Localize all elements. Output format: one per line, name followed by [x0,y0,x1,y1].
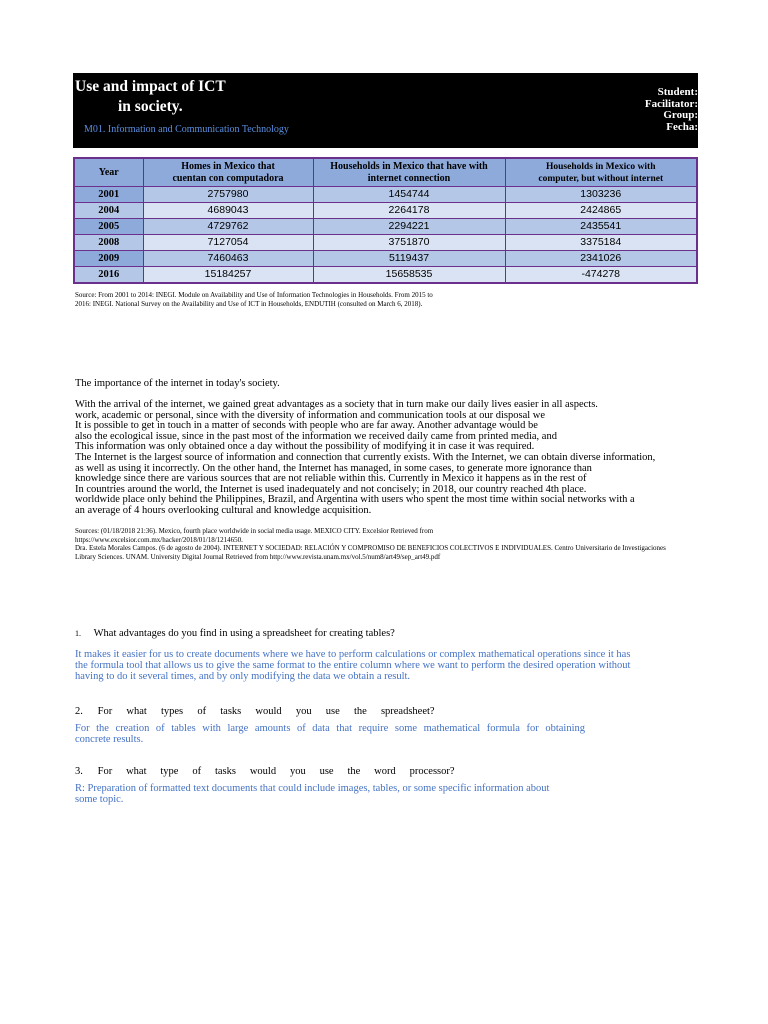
student-label: Student: [657,86,698,98]
cell-no-internet: 2424865 [505,203,697,219]
header-homes-computer: Homes in Mexico that cuentan con computadora [143,158,313,187]
cell-year: 2005 [74,219,143,235]
group-label: Group: [663,109,698,121]
table-row [74,251,697,267]
question-2 [75,706,435,717]
date-label: Fecha: [666,120,698,133]
cell-no-internet: 2341026 [505,251,697,267]
cell-computer: 2757980 [143,187,313,203]
document-title-line1: Use and impact of ICT [75,78,226,95]
cell-no-internet: -474278 [505,267,697,284]
essay-body: With the arrival of the internet, we gained great advantages as a society that in turn make our daily lives easier in all aspects. work, academic or personal, since with the diversity of information and communication tools at our disposal we It is possible to get in touch in a matter of seconds with people who are far away. Another advantage would be also the ecological issue, since in the past most of the information we received daily came from printed media, and This information was only obtained once a day without the possibility of modifying it in case it was required. The Internet is the largest source of information and connection that currently exists. With the Internet, we can obtain diverse information, as well as using it incorrectly. On the other hand, the Internet has managed, in some cases, to generate more ignorance than knowledge since there are various sources that are not reliable within this. Currently in Mexico it happens as in the rest of In countries around the world, the Internet is used inadequately and not concisely; in 2018, our country reached 4th place. worldwide place only behind the Philippines, Brazil, and Argentina with users who spent the most time within social networks with a an average of 4 hours overlooking cultural and knowledge acquisition. [75,399,656,516]
cell-computer: 7460463 [143,251,313,267]
essay-sources-note: Sources: (01/18/2018 21:36). Mexico, fourth place worldwide in social media usage. MEXICO CITY. Excelsior Retrieved from https://www.excelsior.com.mx/hacker/2018/01/18/1214650. Dra. Estela Morales Campos. (6 de agosto de 2004). INTERNET Y SOCIEDAD: RELACIÓN Y COMPROMISO DE BENEFICIOS COLECTIVOS E INDIVIDUALES. Centro Universitario de Investigaciones Library Sciences. UNAM. University Digital Journal Retrieved from http://www.revista.unam.mx/vol.5/num8/art49/sep_art49.pdf [75,527,666,561]
question-text: For what type of tasks would you use the word processor? [97,766,455,777]
cell-computer: 7127054 [143,235,313,251]
cell-no-internet: 1303236 [505,187,697,203]
table-row [74,267,697,284]
cell-internet: 15658535 [313,267,505,284]
answer-2: For the creation of tables with large amounts of data that require some mathematical formula for obtaining concrete results. [75,723,585,745]
student-info-block [645,87,698,133]
table-row [74,235,697,251]
question-number: 2. [75,706,83,717]
table-row [74,219,697,235]
question-text: What advantages do you find in using a spreadsheet for creating tables? [93,628,395,639]
cell-internet: 2264178 [313,203,505,219]
cell-computer: 4689043 [143,203,313,219]
question-3 [75,766,455,777]
module-subtitle: M01. Information and Communication Technology [84,124,289,135]
table-source-note: Source: From 2001 to 2014: INEGI. Module on Availability and Use of Information Technologies in Households. From 2015 to 2016: INEGI. National Survey on the Availability and Use of ICT in Households, ENDUTIH (consulted on March 6, 2018). [75,291,433,308]
question-text: For what types of tasks would you use the spreadsheet? [97,706,435,717]
cell-year: 2009 [74,251,143,267]
ict-households-table [73,157,698,284]
table-row [74,203,697,219]
essay-heading: The importance of the internet in today's society. [75,378,280,389]
table-header-row [74,158,697,187]
answer-3: R: Preparation of formatted text documents that could include images, tables, or some specific information about some topic. [75,783,550,805]
question-number: 3. [75,766,83,777]
answer-1: It makes it easier for us to create documents where we have to perform calculations or complex mathematical operations since it has the formula tool that allows us to give the same format to the entire column where we want to perform the desired operation without having to do it several times, and by only modifying the data we obtain a result. [75,649,631,682]
cell-year: 2001 [74,187,143,203]
header-internet: Households in Mexico that have with internet connection [313,158,505,187]
cell-no-internet: 3375184 [505,235,697,251]
cell-computer: 4729762 [143,219,313,235]
facilitator-label: Facilitator: [644,97,698,110]
header-computer-no-internet: Households in Mexico with computer, but without internet [505,158,697,187]
cell-internet: 2294221 [313,219,505,235]
header-year: Year [74,158,143,187]
cell-computer: 15184257 [143,267,313,284]
cell-year: 2008 [74,235,143,251]
cell-year: 2004 [74,203,143,219]
cell-internet: 5119437 [313,251,505,267]
question-number: 1. [75,629,81,638]
cell-year: 2016 [74,267,143,284]
cell-no-internet: 2435541 [505,219,697,235]
table-row [74,187,697,203]
document-title-line2: in society. [118,98,183,115]
cell-internet: 3751870 [313,235,505,251]
question-1 [75,628,395,639]
cell-internet: 1454744 [313,187,505,203]
